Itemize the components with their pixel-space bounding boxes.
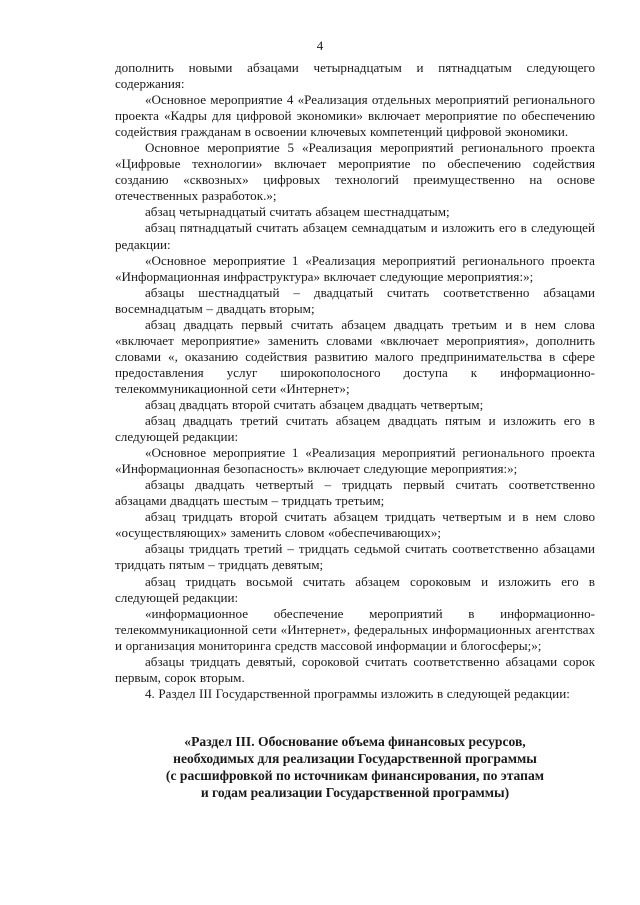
paragraph: абзац двадцать третий считать абзацем двадцать пятым и изложить его в следующей редакции: — [115, 413, 595, 445]
paragraph: абзац двадцать второй считать абзацем двадцать четвертым; — [145, 396, 484, 412]
section-title-line: необходимых для реализации Государственной программы — [173, 751, 537, 766]
paragraph: абзац тридцать восьмой считать абзацем сороковым и изложить его в следующей редакции: — [115, 573, 595, 605]
document-body — [115, 60, 595, 702]
paragraph: абзацы тридцать третий – тридцать седьмой считать соответственно абзацами тридцать пятым – тридцать девятым; — [115, 541, 595, 573]
section-title-line: и годам реализации Государственной программы) — [200, 785, 510, 800]
section-title-line: «Раздел III. Обоснование объема финансовых ресурсов, — [184, 734, 526, 749]
paragraph: абзац тридцать второй считать абзацем тридцать четвертым и в нем слово «осуществляющих» заменить словом «обеспечивающих»; — [115, 509, 595, 541]
paragraph: абзацы двадцать четвертый – тридцать первый считать соответственно абзацами двадцать шестым – тридцать третьим; — [115, 477, 595, 509]
paragraph: дополнить новыми абзацами четырнадцатым и пятнадцатым следующего содержания: — [115, 60, 595, 92]
paragraph: «Основное мероприятие 1 «Реализация мероприятий регионального проекта «Информационная инфраструктура» включает следующие мероприятия:»; — [115, 252, 595, 284]
section-title — [115, 733, 595, 801]
paragraph: абзацы тридцать девятый, сороковой считать соответственно абзацами сорок первым, сорок вторым. — [115, 653, 595, 685]
paragraph: абзац пятнадцатый считать абзацем семнадцатым и изложить его в следующей редакции: — [115, 220, 595, 252]
paragraph: 4. Раздел III Государственной программы изложить в следующей редакции: — [145, 685, 570, 701]
paragraph: «Основное мероприятие 4 «Реализация отдельных мероприятий регионального проекта «Кадры для цифровой экономики» включает мероприятие по обеспечению содействия гражданам в освоении ключевых компетенций цифровой экономики. — [115, 92, 595, 140]
section-title-line: (с расшифровкой по источникам финансирования, по этапам — [165, 768, 545, 783]
page-number: 4 — [316, 38, 324, 53]
paragraph: абзац двадцать первый считать абзацем двадцать третьим и в нем слова «включает мероприятие» заменить словами «включает мероприятия», дополнить словами «, оказанию содействия развитию малого предпринимательства в сфере предоставления услуг широкополосного доступа к информационно-телекоммуникационной сети «Интернет»; — [115, 316, 595, 396]
paragraph: «информационное обеспечение мероприятий в информационно-телекоммуникационной сети «Интернет», федеральных информационных агентствах и организация мониторинга средств массовой информации и блогосферы;»; — [115, 605, 595, 653]
paragraph: Основное мероприятие 5 «Реализация мероприятий регионального проекта «Цифровые технологии» включает мероприятие по обеспечению содействия созданию «сквозных» цифровых технологий преимущественно на основе отечественных разработок.»; — [115, 140, 595, 204]
paragraph: абзац четырнадцатый считать абзацем шестнадцатым; — [145, 204, 450, 220]
paragraph: «Основное мероприятие 1 «Реализация мероприятий регионального проекта «Информационная безопасность» включает следующие мероприятия:»; — [115, 445, 595, 477]
paragraph: абзацы шестнадцатый – двадцатый считать соответственно абзацами восемнадцатым – двадцать вторым; — [115, 284, 595, 316]
